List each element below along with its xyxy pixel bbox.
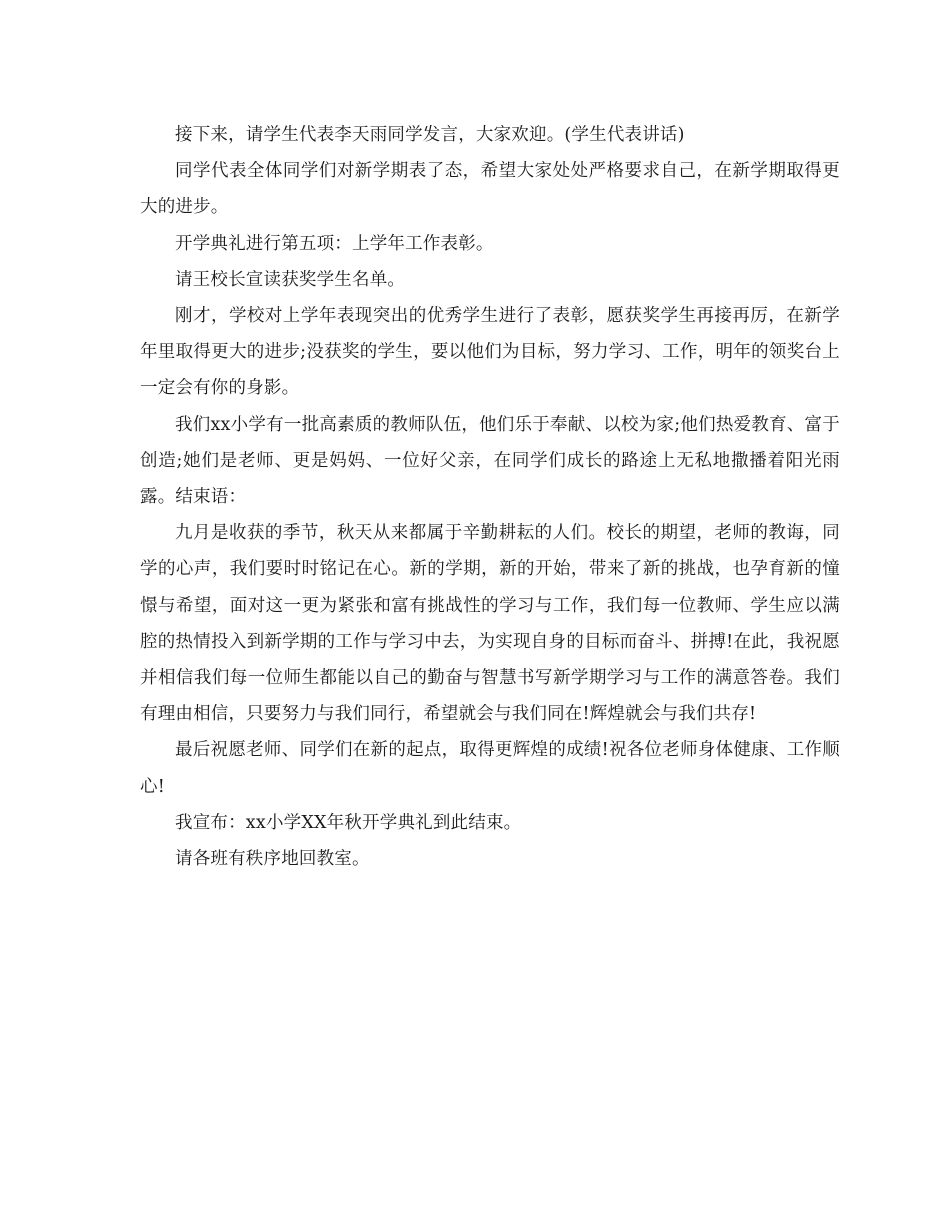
paragraph-3: 开学典礼进行第五项：上学年工作表彰。 bbox=[175, 233, 494, 254]
paragraph-9: 我宣布：xx小学XX年秋开学典礼到此结束。 bbox=[175, 812, 522, 833]
paragraph-5: 刚才，学校对上学年表现突出的优秀学生进行了表彰，愿获奖学生再接再厉，在新学年里取得更大的进步;没获奖的学生，要以他们为目标，努力学习、工作，明年的领奖台上一定会有你的身影。 bbox=[140, 306, 840, 399]
paragraph-2: 同学代表全体同学们对新学期表了态，希望大家处处严格要求自己，在新学期取得更大的进步。 bbox=[140, 161, 840, 218]
document-body bbox=[140, 117, 840, 877]
paragraph-7: 九月是收获的季节，秋天从来都属于辛勤耕耘的人们。校长的期望，老师的教诲，同学的心声，我们要时时铭记在心。新的学期，新的开始，带来了新的挑战，也孕育新的憧憬与希望，面对这一更为紧张和富有挑战性的学习与工作，我们每一位教师、学生应以满腔的热情投入到新学期的工作与学习中去，为实现自身的目标而奋斗、拼搏!在此，我祝愿并相信我们每一位师生都能以自己的勤奋与智慧书写新学期学习与工作的满意答卷。我们有理由相信，只要努力与我们同行，希望就会与我们同在!辉煌就会与我们共存! bbox=[140, 523, 840, 725]
paragraph-6: 我们xx小学有一批高素质的教师队伍，他们乐于奉献、以校为家;他们热爱教育、富于创造;她们是老师、更是妈妈、一位好父亲，在同学们成长的路途上无私地撒播着阳光雨露。结束语： bbox=[140, 414, 840, 508]
paragraph-8: 最后祝愿老师、同学们在新的起点，取得更辉煌的成绩!祝各位老师身体健康、工作顺心! bbox=[140, 740, 840, 797]
paragraph-4: 请王校长宣读获奖学生名单。 bbox=[175, 269, 406, 290]
paragraph-10: 请各班有秩序地回教室。 bbox=[175, 849, 370, 870]
paragraph-1: 接下来，请学生代表李天雨同学发言，大家欢迎。(学生代表讲话) bbox=[175, 125, 685, 145]
